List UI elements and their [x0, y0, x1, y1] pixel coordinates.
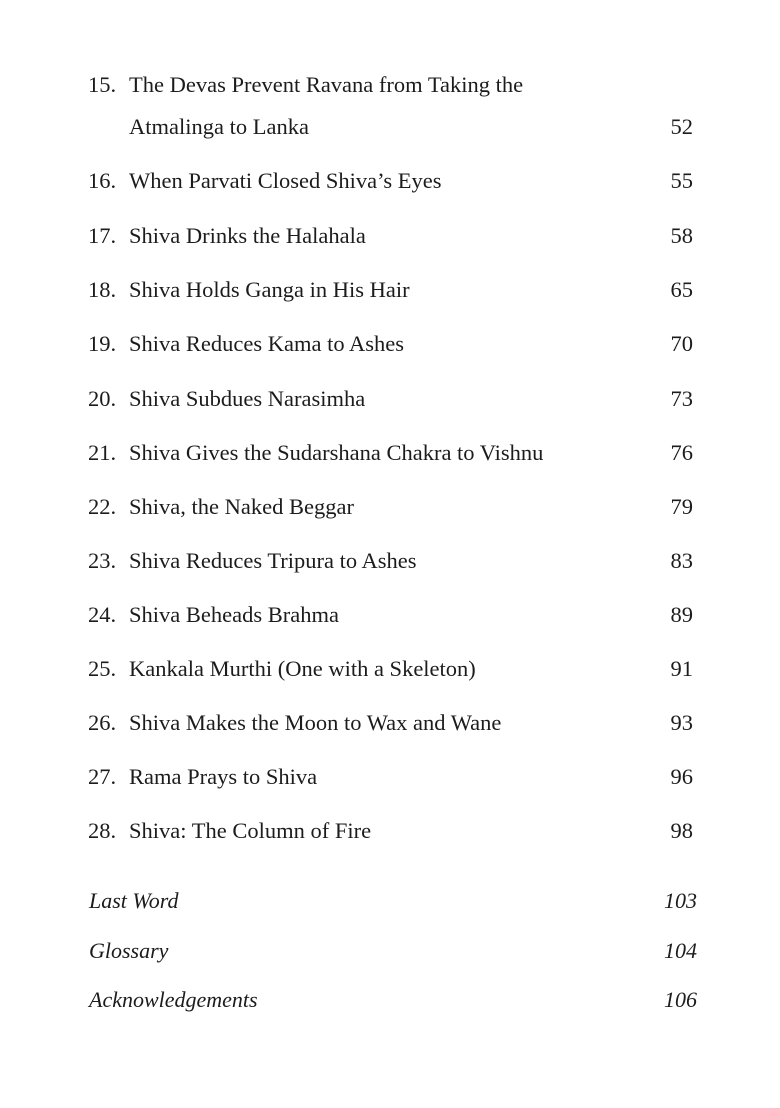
chapter-number: 24. — [88, 602, 117, 627]
toc-entry[interactable] — [0, 438, 780, 468]
page-number: 89 — [670, 602, 693, 627]
chapter-number: 21. — [88, 440, 117, 465]
chapter-title: The Devas Prevent Ravana from Taking the — [129, 72, 524, 97]
toc-entry[interactable] — [0, 708, 780, 738]
toc-entry[interactable] — [0, 166, 780, 196]
chapter-title: Shiva Beheads Brahma — [129, 602, 339, 627]
chapter-title: Shiva Gives the Sudarshana Chakra to Vishnu — [129, 440, 544, 465]
page-number: 93 — [670, 710, 693, 735]
page-number: 52 — [670, 114, 693, 139]
chapter-title: Shiva Holds Ganga in His Hair — [129, 277, 410, 302]
toc-entry[interactable] — [0, 546, 780, 576]
page-number: 65 — [670, 277, 693, 302]
chapter-number: 27. — [88, 764, 117, 789]
toc-entry[interactable] — [0, 600, 780, 630]
back-matter-title: Glossary — [89, 938, 169, 963]
chapter-title: Shiva, the Naked Beggar — [129, 494, 354, 519]
chapter-number: 16. — [88, 168, 117, 193]
toc-entry[interactable] — [0, 70, 780, 100]
toc-entry[interactable] — [0, 816, 780, 846]
toc-entry[interactable] — [0, 329, 780, 359]
chapter-number: 28. — [88, 818, 117, 843]
toc-entry[interactable] — [0, 275, 780, 305]
chapter-number: 15. — [88, 72, 117, 97]
chapter-title: Shiva Reduces Kama to Ashes — [129, 331, 404, 356]
chapter-number: 25. — [88, 656, 117, 681]
toc-entry[interactable] — [0, 384, 780, 414]
page-number: 98 — [670, 818, 693, 843]
chapter-title: Shiva Reduces Tripura to Ashes — [129, 548, 417, 573]
chapter-number: 17. — [88, 223, 117, 248]
toc-entry[interactable] — [0, 221, 780, 251]
chapter-number: 26. — [88, 710, 117, 735]
chapter-title: Shiva: The Column of Fire — [129, 818, 372, 843]
page-number: 96 — [670, 764, 693, 789]
page-number: 91 — [670, 656, 693, 681]
chapter-title: Rama Prays to Shiva — [129, 764, 318, 789]
toc-entry[interactable] — [0, 492, 780, 522]
page-number: 106 — [664, 987, 697, 1012]
back-matter-title: Last Word — [89, 888, 179, 913]
chapter-title: Shiva Drinks the Halahala — [129, 223, 366, 248]
chapter-title: Shiva Makes the Moon to Wax and Wane — [129, 710, 502, 735]
chapter-title: When Parvati Closed Shiva’s Eyes — [129, 168, 442, 193]
page-number: 83 — [670, 548, 693, 573]
chapter-title: Shiva Subdues Narasimha — [129, 386, 366, 411]
chapter-number: 19. — [88, 331, 117, 356]
chapter-number: 20. — [88, 386, 117, 411]
page-number: 55 — [670, 168, 693, 193]
page-number: 79 — [670, 494, 693, 519]
page-number: 70 — [670, 331, 693, 356]
toc-entry-continued[interactable] — [0, 112, 780, 142]
toc-entry[interactable] — [0, 654, 780, 684]
page-number: 76 — [670, 440, 693, 465]
chapter-number: 18. — [88, 277, 117, 302]
toc-entry[interactable] — [0, 762, 780, 792]
page-number: 103 — [664, 888, 697, 913]
page-number: 104 — [664, 938, 697, 963]
chapter-number: 22. — [88, 494, 117, 519]
chapter-title: Kankala Murthi (One with a Skeleton) — [129, 656, 476, 681]
chapter-title-line2: Atmalinga to Lanka — [129, 114, 309, 139]
back-matter-title: Acknowledgements — [89, 987, 258, 1012]
page-number: 73 — [670, 386, 693, 411]
chapter-number: 23. — [88, 548, 117, 573]
page-number: 58 — [670, 223, 693, 248]
